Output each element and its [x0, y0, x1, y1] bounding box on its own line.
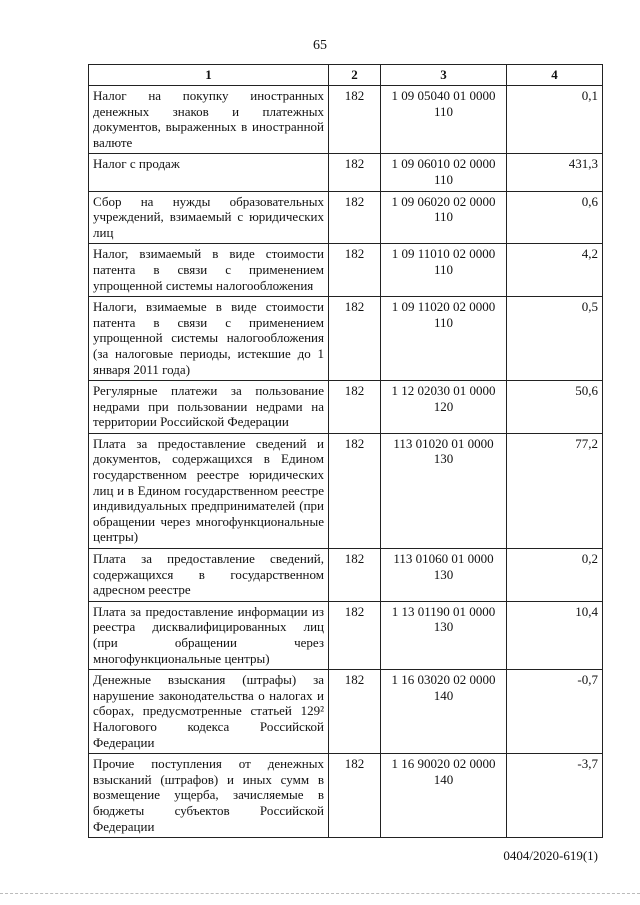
- revenue-name-cell: Налог на покупку иностранных денежных знаков и платежных документов, выраженных в иностранной валюте: [89, 86, 329, 154]
- amount-cell: 50,6: [507, 381, 603, 434]
- budget-classification-code-cell: 1 13 01190 01 0000 130: [381, 601, 507, 669]
- revenue-name-cell: Налог с продаж: [89, 154, 329, 191]
- administrator-code-cell: 182: [329, 381, 381, 434]
- amount-cell: 0,5: [507, 297, 603, 381]
- table-row: [89, 86, 603, 154]
- administrator-code-cell: 182: [329, 670, 381, 754]
- administrator-code-cell: 182: [329, 549, 381, 602]
- table-row: [89, 601, 603, 669]
- column-header-1: 1: [89, 65, 329, 86]
- budget-classification-code-cell: 1 12 02030 01 0000 120: [381, 381, 507, 434]
- administrator-code-cell: 182: [329, 601, 381, 669]
- administrator-code-cell: 182: [329, 191, 381, 244]
- budget-classification-code-cell: 1 16 90020 02 0000 140: [381, 754, 507, 838]
- table-row: [89, 244, 603, 297]
- administrator-code-cell: 182: [329, 154, 381, 191]
- table-row: [89, 154, 603, 191]
- amount-cell: -3,7: [507, 754, 603, 838]
- administrator-code-cell: 182: [329, 244, 381, 297]
- column-header-2: 2: [329, 65, 381, 86]
- column-header-4: 4: [507, 65, 603, 86]
- budget-revenue-table: [88, 64, 603, 838]
- revenue-name-cell: Плата за предоставление сведений и документов, содержащихся в Едином государственном реестре юридических лиц и в Едином государственном реестре индивидуальных предпринимателей (при обращении через многофункциональные центры): [89, 433, 329, 548]
- amount-cell: 10,4: [507, 601, 603, 669]
- amount-cell: 431,3: [507, 154, 603, 191]
- revenue-name-cell: Сбор на нужды образовательных учреждений, взимаемый с юридических лиц: [89, 191, 329, 244]
- administrator-code-cell: 182: [329, 297, 381, 381]
- amount-cell: 4,2: [507, 244, 603, 297]
- administrator-code-cell: 182: [329, 433, 381, 548]
- budget-classification-code-cell: 1 09 06020 02 0000 110: [381, 191, 507, 244]
- amount-cell: 0,6: [507, 191, 603, 244]
- budget-classification-code-cell: 1 09 11020 02 0000 110: [381, 297, 507, 381]
- revenue-name-cell: Регулярные платежи за пользование недрами при пользовании недрами на территории Российской Федерации: [89, 381, 329, 434]
- budget-classification-code-cell: 1 09 05040 01 0000 110: [381, 86, 507, 154]
- amount-cell: -0,7: [507, 670, 603, 754]
- revenue-name-cell: Прочие поступления от денежных взысканий (штрафов) и иных сумм в возмещение ущерба, зачисляемые в бюджеты субъектов Российской Федерации: [89, 754, 329, 838]
- scan-edge-divider: [0, 893, 640, 894]
- administrator-code-cell: 182: [329, 86, 381, 154]
- revenue-name-cell: Плата за предоставление сведений, содержащихся в государственном адресном реестре: [89, 549, 329, 602]
- amount-cell: 77,2: [507, 433, 603, 548]
- revenue-name-cell: Налог, взимаемый в виде стоимости патента в связи с применением упрощенной системы налогообложения: [89, 244, 329, 297]
- document-registration-code: 0404/2020-619(1): [503, 848, 598, 863]
- budget-classification-code-cell: 1 09 06010 02 0000 110: [381, 154, 507, 191]
- revenue-name-cell: Налоги, взимаемые в виде стоимости патента в связи с применением упрощенной системы налогообложения (за налоговые периоды, истекшие до 1 января 2011 года): [89, 297, 329, 381]
- table-row: [89, 754, 603, 838]
- table-row: [89, 549, 603, 602]
- budget-classification-code-cell: 113 01060 01 0000 130: [381, 549, 507, 602]
- table-row: [89, 670, 603, 754]
- column-header-3: 3: [381, 65, 507, 86]
- amount-cell: 0,2: [507, 549, 603, 602]
- budget-classification-code-cell: 113 01020 01 0000 130: [381, 433, 507, 548]
- administrator-code-cell: 182: [329, 754, 381, 838]
- amount-cell: 0,1: [507, 86, 603, 154]
- budget-classification-code-cell: 1 09 11010 02 0000 110: [381, 244, 507, 297]
- budget-classification-code-cell: 1 16 03020 02 0000 140: [381, 670, 507, 754]
- table-row: [89, 381, 603, 434]
- table-header-row: [89, 65, 603, 86]
- table-row: [89, 433, 603, 548]
- revenue-name-cell: Денежные взыскания (штрафы) за нарушение законодательства о налогах и сборах, предусмотренные статьей 129² Налогового кодекса Российской Федерации: [89, 670, 329, 754]
- table-row: [89, 297, 603, 381]
- page-number: 65: [313, 38, 327, 53]
- table-row: [89, 191, 603, 244]
- revenue-name-cell: Плата за предоставление информации из реестра дисквалифицированных лиц (при обращении через многофункциональные центры): [89, 601, 329, 669]
